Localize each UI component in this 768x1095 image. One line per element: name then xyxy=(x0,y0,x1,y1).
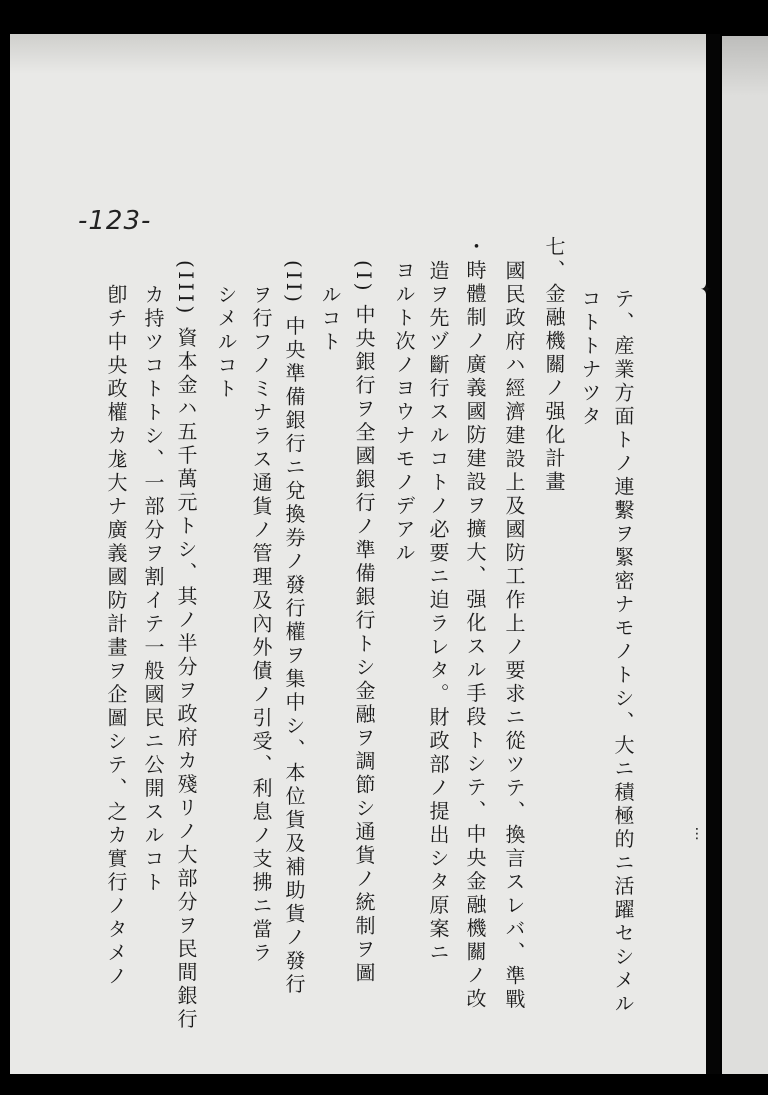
text-column-6: 造ヲ先ヅ斷行スルコトノ必要ニ迫ラレタ。財政部ノ提出シタ原案ニ xyxy=(426,260,450,965)
scan-frame-bottom xyxy=(0,1074,768,1095)
list-item-2: (II) 中央準備銀行ニ兌換券ノ發行權ヲ集中シ、本位貨及補助貨ノ發行 xyxy=(282,260,306,997)
facing-page-edge xyxy=(722,36,768,1076)
section-heading: 七、金融機關ノ强化計畫 xyxy=(542,236,566,495)
list-item-2-cont-2: シメルコト xyxy=(214,284,238,402)
text-column-1: テ、産業方面トノ連繫ヲ緊密ナモノトシ、大ニ積極的ニ活躍セシメル xyxy=(611,288,635,1017)
text-column-last: 卽チ中央政權カ尨大ナ廣義國防計畫ヲ企圖シテ、之カ實行ノタメノ xyxy=(104,284,128,989)
list-item-1-cont: ルコト xyxy=(318,284,342,355)
page-number: -123- xyxy=(78,206,152,236)
text-column-7: ヨルト次ノヨウナモノデアル xyxy=(392,260,416,566)
list-item-1: (I) 中央銀行ヲ全國銀行ノ準備銀行トシ金融ヲ調節シ通貨ノ統制ヲ圖 xyxy=(352,260,376,986)
scan-frame-top xyxy=(0,0,768,34)
list-item-3-cont: カ持ツコトトシ、一部分ヲ割イテ一般國民ニ公開スルコト xyxy=(141,284,165,895)
list-item-2-cont: ヲ行フノミナラス通貨ノ管理及內外債ノ引受、利息ノ支拂ニ當ラ xyxy=(249,284,273,966)
binding-mark-lower: ⋮ xyxy=(690,826,704,842)
text-column-4: 國民政府ハ經濟建設上及國防工作上ノ要求ニ從ツテ、換言スレバ、準戰 xyxy=(502,260,526,1012)
list-item-3: (III) 資本金ハ五千萬元トシ、其ノ半分ヲ政府カ殘リノ大部分ヲ民間銀行 xyxy=(174,260,198,1032)
book-spine xyxy=(706,34,720,1074)
binding-mark-upper: ✦ xyxy=(700,282,712,298)
text-column-2: コトトナツタ xyxy=(578,288,602,429)
text-column-5: ・時體制ノ廣義國防建設ヲ擴大、强化スル手段トシテ、中央金融機關ノ改 xyxy=(463,236,487,1012)
